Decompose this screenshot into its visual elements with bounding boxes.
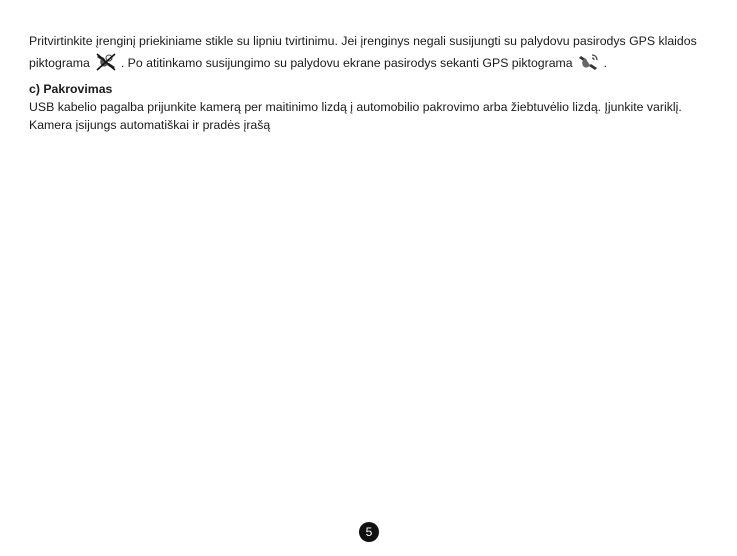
gps-connected-icon <box>578 52 600 72</box>
mount-paragraph <box>29 30 719 74</box>
mount-text-part3: . <box>603 56 608 70</box>
mount-text-part1: Pritvirtinkite įrenginį priekiniame stikle su lipniu tvirtinimu. Jei įrenginys negali susijungti su palydovu pasirodys GPS klaidos piktograma <box>29 34 697 70</box>
charging-heading: c) Pakrovimas <box>29 82 113 96</box>
page-number-badge: 5 <box>359 522 379 542</box>
charging-paragraph: USB kabelio pagalba prijunkite kamerą per maitinimo lizdą į automobilio pakrovimo arba žiebtuvėlio lizdą. Įjunkite variklį. Kamera įsijungs automatiškai ir pradės įrašą <box>29 100 682 132</box>
mount-text-part2: . Po atitinkamo susijungimo su palydovu ekrane pasirodys sekanti GPS piktograma <box>120 56 573 70</box>
gps-error-icon <box>95 52 117 72</box>
